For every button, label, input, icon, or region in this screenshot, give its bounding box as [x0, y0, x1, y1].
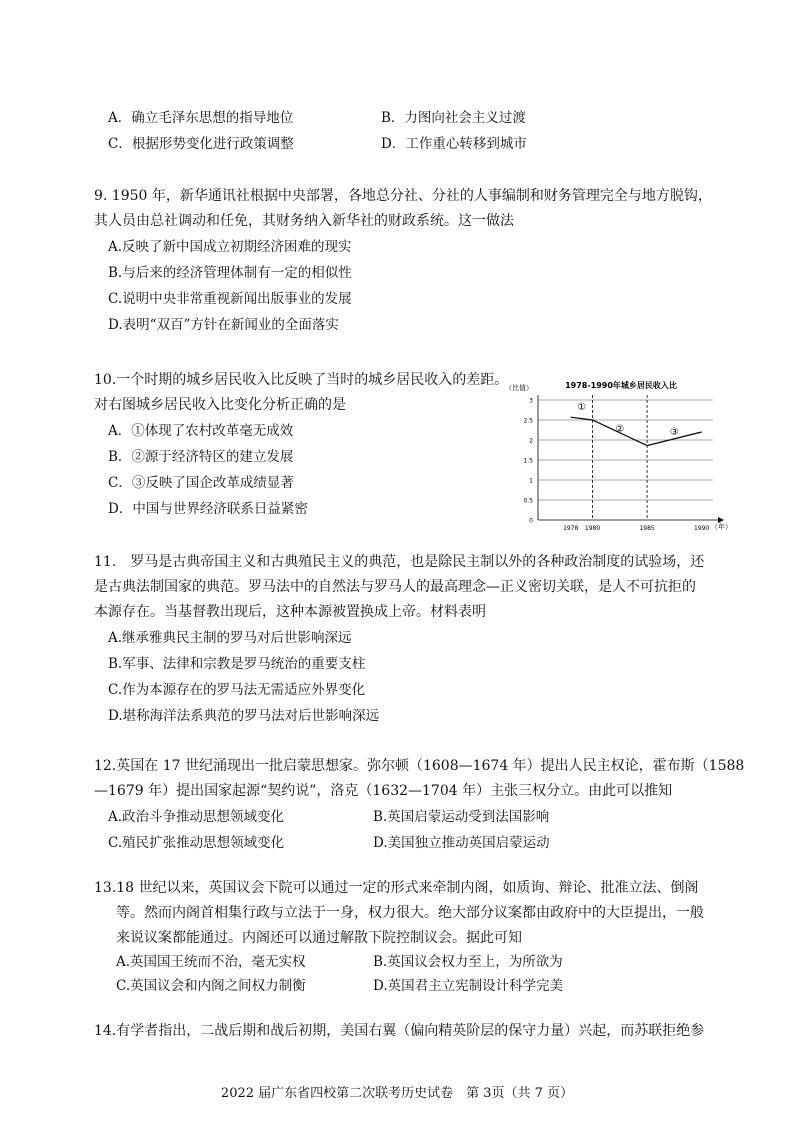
- q13-option-c: C.英国议会和内阁之间权力制衡: [116, 978, 306, 994]
- q12-option-a: A.政治斗争推动思想领域变化: [108, 809, 285, 825]
- q8-option-a: A．确立毛泽东思想的指导地位: [108, 110, 294, 126]
- q12-stem-line-2: —1679 年）提出国家起源“契约说”，洛克（1632—1704 年）主张三权分立。由此可以推知: [94, 783, 673, 799]
- q10-option-b: B．②源于经济特区的建立发展: [108, 449, 294, 465]
- chart-y-tick-label: 3: [529, 397, 533, 405]
- chart-y-tick-label: 0: [529, 517, 533, 525]
- chart-annotation-label: ①: [577, 402, 587, 414]
- chart-x-tick-label: 1980: [584, 525, 601, 532]
- q9-option-d: D.表明“双百”方针在新闻业的全面落实: [108, 317, 339, 333]
- q11-stem-line-3: 本源存在。当基督教出现后，这种本源被置换成上帝。材料表明: [94, 604, 486, 620]
- chart-y-tick-label: 1.5: [523, 457, 533, 465]
- page-footer: 2022 届广东省四校第二次联考历史试卷 第 3页（共 7 页）: [220, 1086, 574, 1101]
- q12-stem-line-1: 12.英国在 17 世纪涌现出一批启蒙思想家。弥尔顿（1608—1674 年）提出人民主权论，霍布斯（1588: [94, 758, 745, 774]
- q9-stem-line-1: 9. 1950 年，新华通讯社根据中央部署，各地总分社、分社的人事编制和财务管理完全与地方脱钩，: [94, 188, 712, 204]
- q11-option-b: B.军事、法律和宗教是罗马统治的重要支柱: [108, 656, 366, 672]
- chart-y-tick-label: 0.5: [523, 497, 533, 505]
- q13-option-b: B.英国议会权力至上，为所欲为: [373, 954, 563, 970]
- q8-option-c: C．根据形势变化进行政策调整: [108, 136, 294, 152]
- chart-annotation-label: ③: [669, 427, 679, 438]
- income-ratio-chart: [505, 375, 732, 535]
- q10-stem-line-2: 对右图城乡居民收入比变化分析正确的是: [94, 397, 346, 413]
- q11-option-a: A.继承雅典民主制的罗马对后世影响深远: [108, 630, 352, 646]
- q9-option-b: B.与后来的经济管理体制有一定的相似性: [108, 265, 352, 281]
- chart-xlabel: （年）: [711, 523, 732, 531]
- chart-y-tick-label: 1: [529, 477, 533, 485]
- q11-stem-line-2: 是古典法制国家的典范。罗马法中的自然法与罗马人的最高理念—正义密切关联，是人不可抗拒的: [94, 579, 696, 595]
- q14-stem-line-1: 14.有学者指出，二战后期和战后初期，美国右翼（偏向精英阶层的保守力量）兴起，而苏联拒绝参: [94, 1023, 705, 1039]
- chart-ylabel: （比值）: [505, 384, 533, 392]
- q11-option-d: D.堪称海洋法系典范的罗马法对后世影响深远: [108, 708, 380, 724]
- chart-x-tick-label: 1985: [639, 525, 655, 532]
- q10-option-c: C．③反映了国企改革成绩显著: [108, 475, 294, 491]
- q13-stem-line-1: 13.18 世纪以来，英国议会下院可以通过一定的形式来牵制内阁，如质询、辩论、批准立法、倒阁: [94, 880, 699, 896]
- q13-stem-line-2: 等。然而内阁首相集行政与立法于一身，权力很大。绝大部分议案都由政府中的大臣提出，一般: [116, 905, 704, 921]
- q9-option-c: C.说明中央非常重视新闻出版事业的发展: [108, 291, 352, 307]
- chart-title: 1978-1990年城乡居民收入比: [565, 381, 677, 390]
- q13-stem-line-3: 来说议案都能通过。内阁还可以通过解散下院控制议会。据此可知: [116, 930, 522, 946]
- q13-option-a: A.英国国王统而不治，毫无实权: [116, 954, 306, 970]
- chart-y-tick-label: 2: [529, 437, 533, 445]
- q10-option-a: A．①体现了农村改革毫无成效: [108, 423, 294, 439]
- q9-option-a: A.反映了新中国成立初期经济困难的现实: [108, 239, 352, 255]
- q13-option-d: D.英国君主立宪制设计科学完美: [373, 978, 564, 994]
- chart-annotation-label: ②: [615, 423, 625, 435]
- chart-x-tick-label: 1978: [563, 525, 579, 532]
- q11-option-c: C.作为本源存在的罗马法无需适应外界变化: [108, 682, 366, 698]
- q9-stem-line-2: 其人员由总社调动和任免，其财务纳入新华社的财政系统。这一做法: [94, 213, 514, 229]
- q12-option-d: D.美国独立推动英国启蒙运动: [373, 835, 550, 851]
- chart-series-line: [571, 417, 702, 445]
- q10-stem-line-1: 10.一个时期的城乡居民收入比反映了当时的城乡居民收入的差距。: [94, 372, 509, 388]
- q12-option-c: C.殖民扩张推动思想领域变化: [108, 835, 285, 851]
- q12-option-b: B.英国启蒙运动受到法国影响: [373, 809, 550, 825]
- q8-option-b: B．力图向社会主义过渡: [381, 110, 526, 126]
- chart-x-tick-label: 1990: [693, 525, 710, 532]
- q11-stem-line-1: 11. 罗马是古典帝国主义和古典殖民主义的典范，也是除民主制以外的各种政治制度的试验场，还: [94, 554, 705, 570]
- q8-option-d: D．工作重心转移到城市: [381, 136, 527, 152]
- q10-option-d: D．中国与世界经济联系日益紧密: [108, 501, 308, 517]
- chart-y-tick-label: 2.5: [523, 417, 533, 425]
